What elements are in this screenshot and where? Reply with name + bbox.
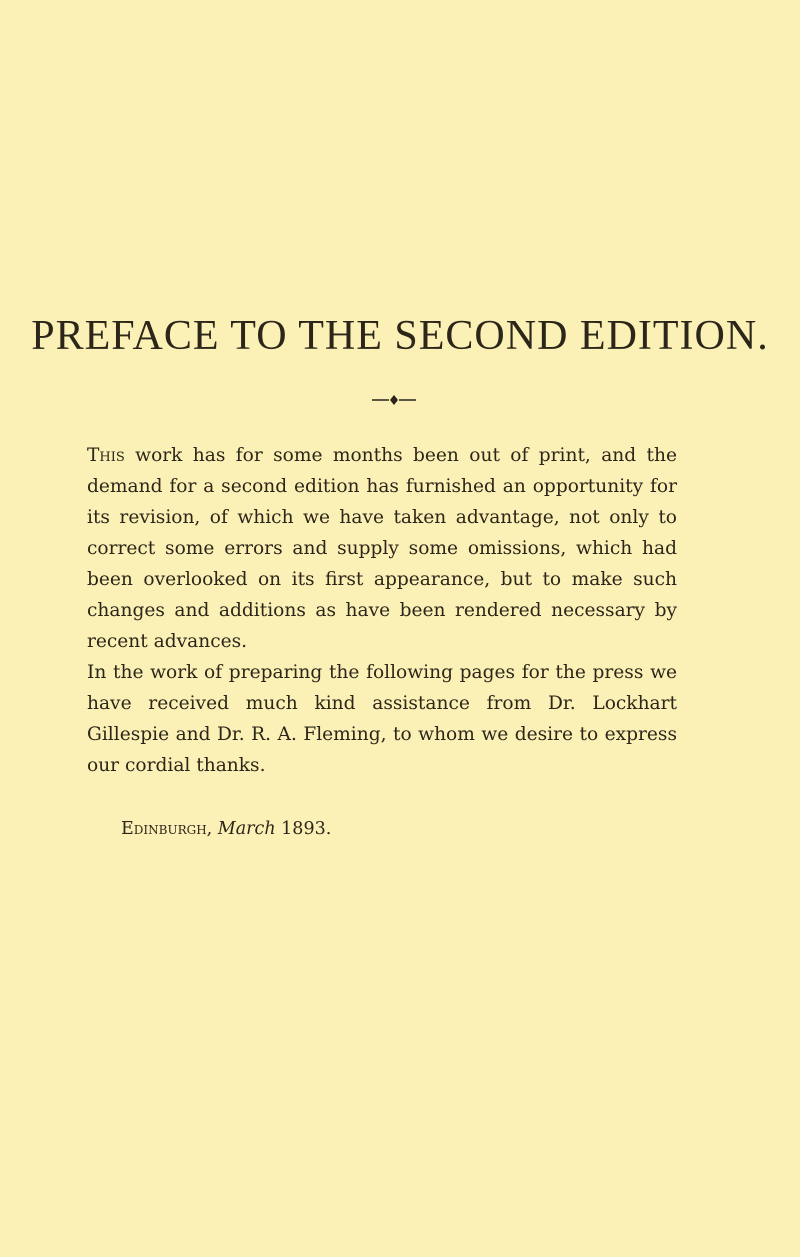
paragraph-2: In the work of preparing the following pages for the press we have received much kind assistance from Dr. Lockhart Gillespie and Dr. R. A. Fleming, to whom we desire to express our cordial thanks. — [87, 662, 677, 776]
preface-body — [87, 440, 677, 781]
paragraph-1 — [87, 440, 677, 657]
paragraph-1-text: work has for some months been out of print, and the demand for a second edition has furnished an opportunity for its revision, of which we have taken advantage, not only to correct some errors and supply some omissions, which had been overlooked on its first appearance, but to make such changes and additions as have been rendered necessary by recent advances. — [87, 445, 677, 652]
page-title: PREFACE TO THE SECOND EDITION. — [31, 313, 769, 359]
diamond-rule-ornament-icon — [372, 394, 416, 406]
paragraph-1-lead-word: This — [87, 445, 125, 466]
signature-line — [121, 819, 331, 839]
signature-month: March — [217, 819, 276, 839]
signature-year: 1893. — [281, 819, 332, 839]
signature-place: Edinburgh, — [121, 819, 213, 839]
